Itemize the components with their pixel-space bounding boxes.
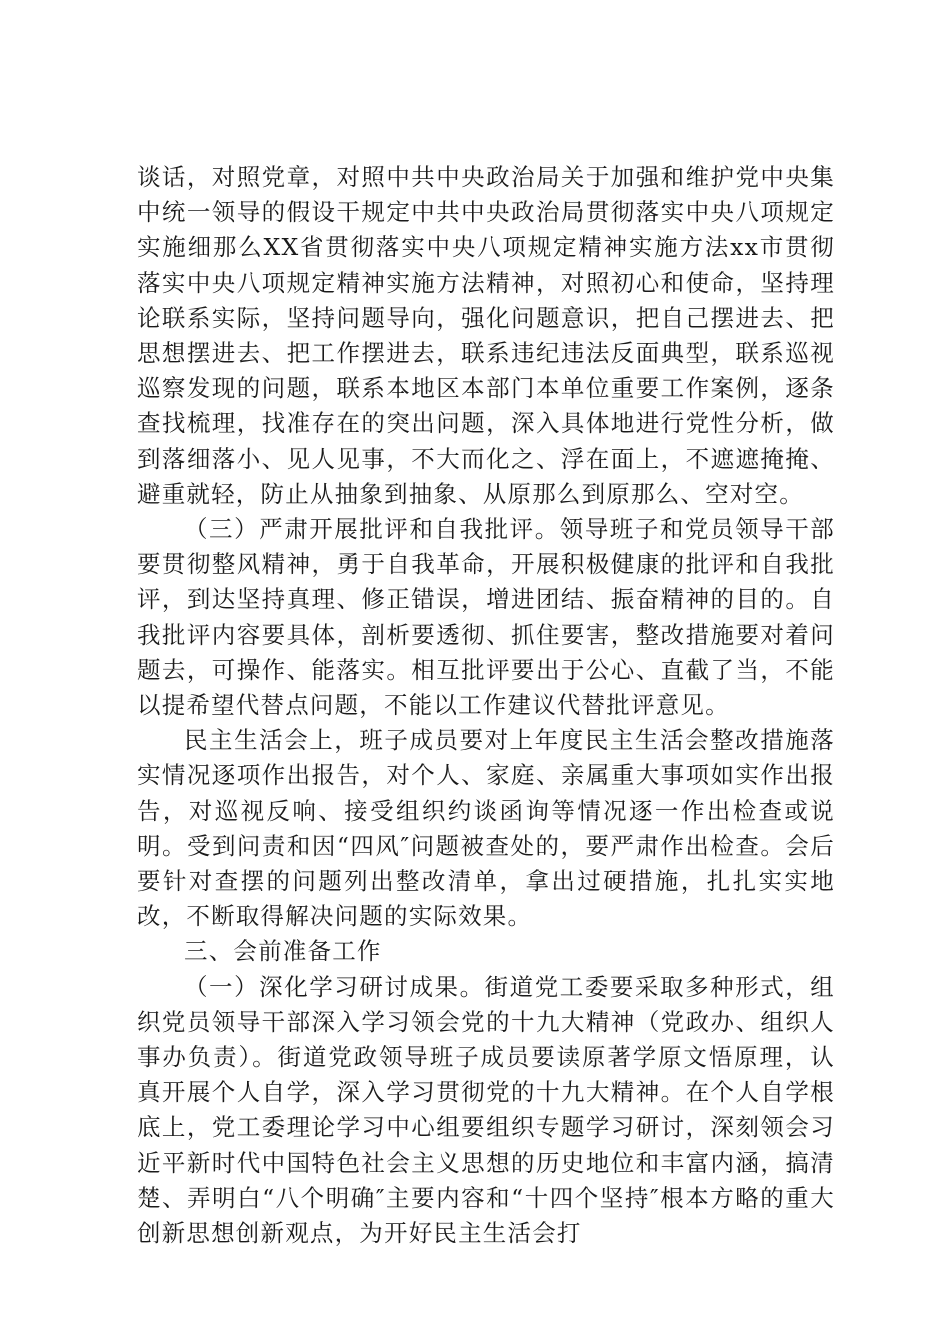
paragraph-continuation: 谈话，对照党章，对照中共中央政治局关于加强和维护党中央集中统一领导的假设干规定中共中央政治局贯彻落实中央八项规定实施细那么XX省贯彻落实中央八项规定精神实施方法xx市贯彻落实中央八项规定精神实施方法精神，对照初心和使命，坚持理论联系实际，坚持问题导向，强化问题意识，把自己摆进去、把思想摆进去、把工作摆进去，联系违纪违法反面典型，联系巡视巡察发现的问题，联系本地区本部门本单位重要工作案例，逐条查找梳理，找准存在的突出问题，深入具体地进行党性分析，做到落细落小、见人见事，不大而化之、浮在面上，不遮遮掩掩、避重就轻，防止从抽象到抽象、从原那么到原那么、空对空。 (137, 163, 835, 508)
paragraph-criticism: （三）严肃开展批评和自我批评。领导班子和党员领导干部要贯彻整风精神，勇于自我革命，开展积极健康的批评和自我批评，到达坚持真理、修正错误，增进团结、振奋精神的目的。自我批评内容要具体，剖析要透彻、抓住要害，整改措施要对着问题去，可操作、能落实。相互批评要出于公心、直截了当，不能以提希望代替点问题，不能以工作建议代替批评意见。 (137, 515, 835, 720)
document-body (137, 160, 835, 1251)
paragraph-study: （一）深化学习研讨成果。街道党工委要采取多种形式，组织党员领导干部深入学习领会党的十九大精神（党政办、组织人事办负责）。街道党政领导班子成员要读原著学原文悟原理，认真开展个人自学，深入学习贯彻党的十九大精神。在个人自学根底上，党工委理论学习中心组要组织专题学习研讨，深刻领会习近平新时代中国特色社会主义思想的历史地位和丰富内涵，搞清楚、弄明白“八个明确″主要内容和“十四个坚持″根本方略的重大创新思想创新观点，为开好民主生活会打 (137, 972, 835, 1248)
paragraph-meeting-report: 民主生活会上，班子成员要对上年度民主生活会整改措施落实情况逐项作出报告，对个人、家庭、亲属重大事项如实作出报告，对巡视反响、接受组织约谈函询等情况逐一作出检查或说明。受到问责和因“四风″问题被查处的，要严肃作出检查。会后要针对查摆的问题列出整改清单，拿出过硬措施，扎扎实实地改，不断取得解决问题的实际效果。 (137, 726, 835, 931)
section-heading-preparation: 三、会前准备工作 (184, 937, 382, 966)
